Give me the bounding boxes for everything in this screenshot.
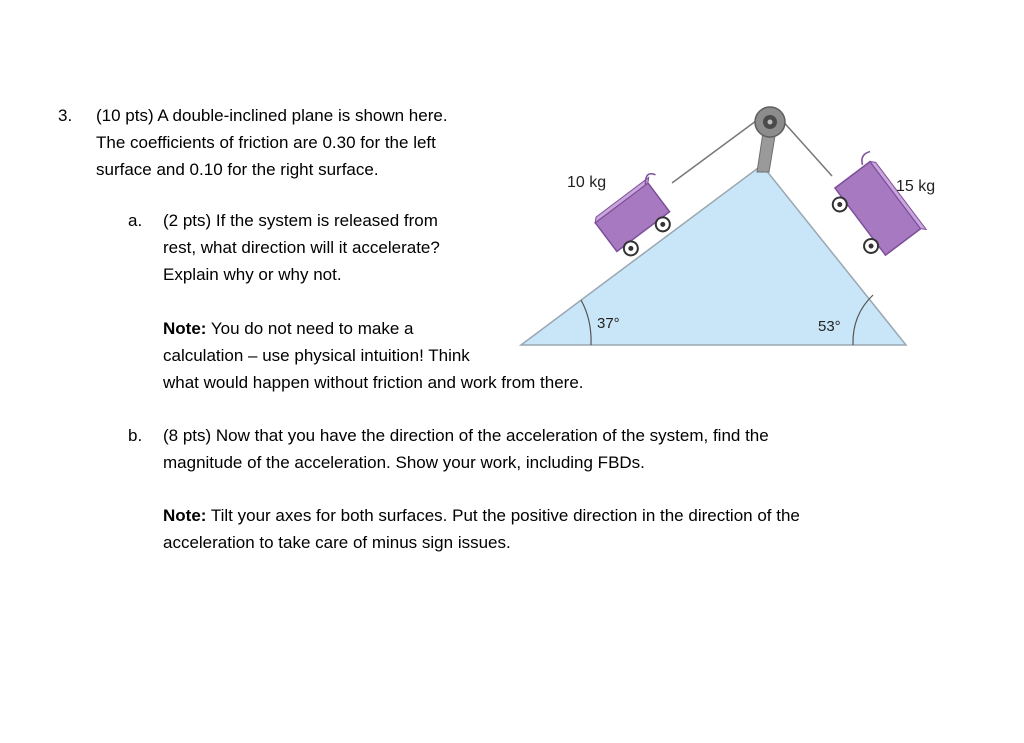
pulley bbox=[755, 107, 785, 137]
question-line: (10 pts) A double-inclined plane is shown here. bbox=[96, 106, 448, 125]
left-mass-label: 10 kg bbox=[567, 174, 607, 191]
part-b-letter: b. bbox=[128, 426, 143, 445]
note-text: acceleration to take care of minus sign issues. bbox=[163, 533, 511, 552]
part-a-line: rest, what direction will it accelerate? bbox=[163, 238, 440, 257]
part-a-letter: a. bbox=[128, 211, 143, 230]
part-b-line: (8 pts) Now that you have the direction of the acceleration of the system, find the bbox=[163, 426, 769, 445]
note-text: what would happen without friction and work from there. bbox=[163, 373, 584, 392]
left-angle-label: 37° bbox=[597, 315, 620, 332]
question-number: 3. bbox=[58, 106, 73, 125]
note-label: Note: bbox=[163, 319, 207, 338]
question-line: surface and 0.10 for the right surface. bbox=[96, 160, 379, 179]
right-angle-label: 53° bbox=[818, 318, 841, 335]
question-line: The coefficients of friction are 0.30 for the left bbox=[96, 133, 436, 152]
part-a-line: Explain why or why not. bbox=[163, 265, 342, 284]
note-text: calculation – use physical intuition! Think bbox=[163, 346, 470, 365]
right-block bbox=[819, 151, 928, 266]
part-a-line: (2 pts) If the system is released from bbox=[163, 211, 438, 230]
note-text: Tilt your axes for both surfaces. Put the positive direction in the direction of the bbox=[206, 506, 800, 525]
right-mass-label: 15 kg bbox=[896, 178, 936, 195]
right-rope bbox=[780, 118, 832, 176]
note-text: You do not need to make a bbox=[206, 319, 414, 338]
part-b-line: magnitude of the acceleration. Show your work, including FBDs. bbox=[163, 453, 645, 472]
left-rope bbox=[672, 118, 760, 183]
note-label: Note: bbox=[163, 506, 207, 525]
